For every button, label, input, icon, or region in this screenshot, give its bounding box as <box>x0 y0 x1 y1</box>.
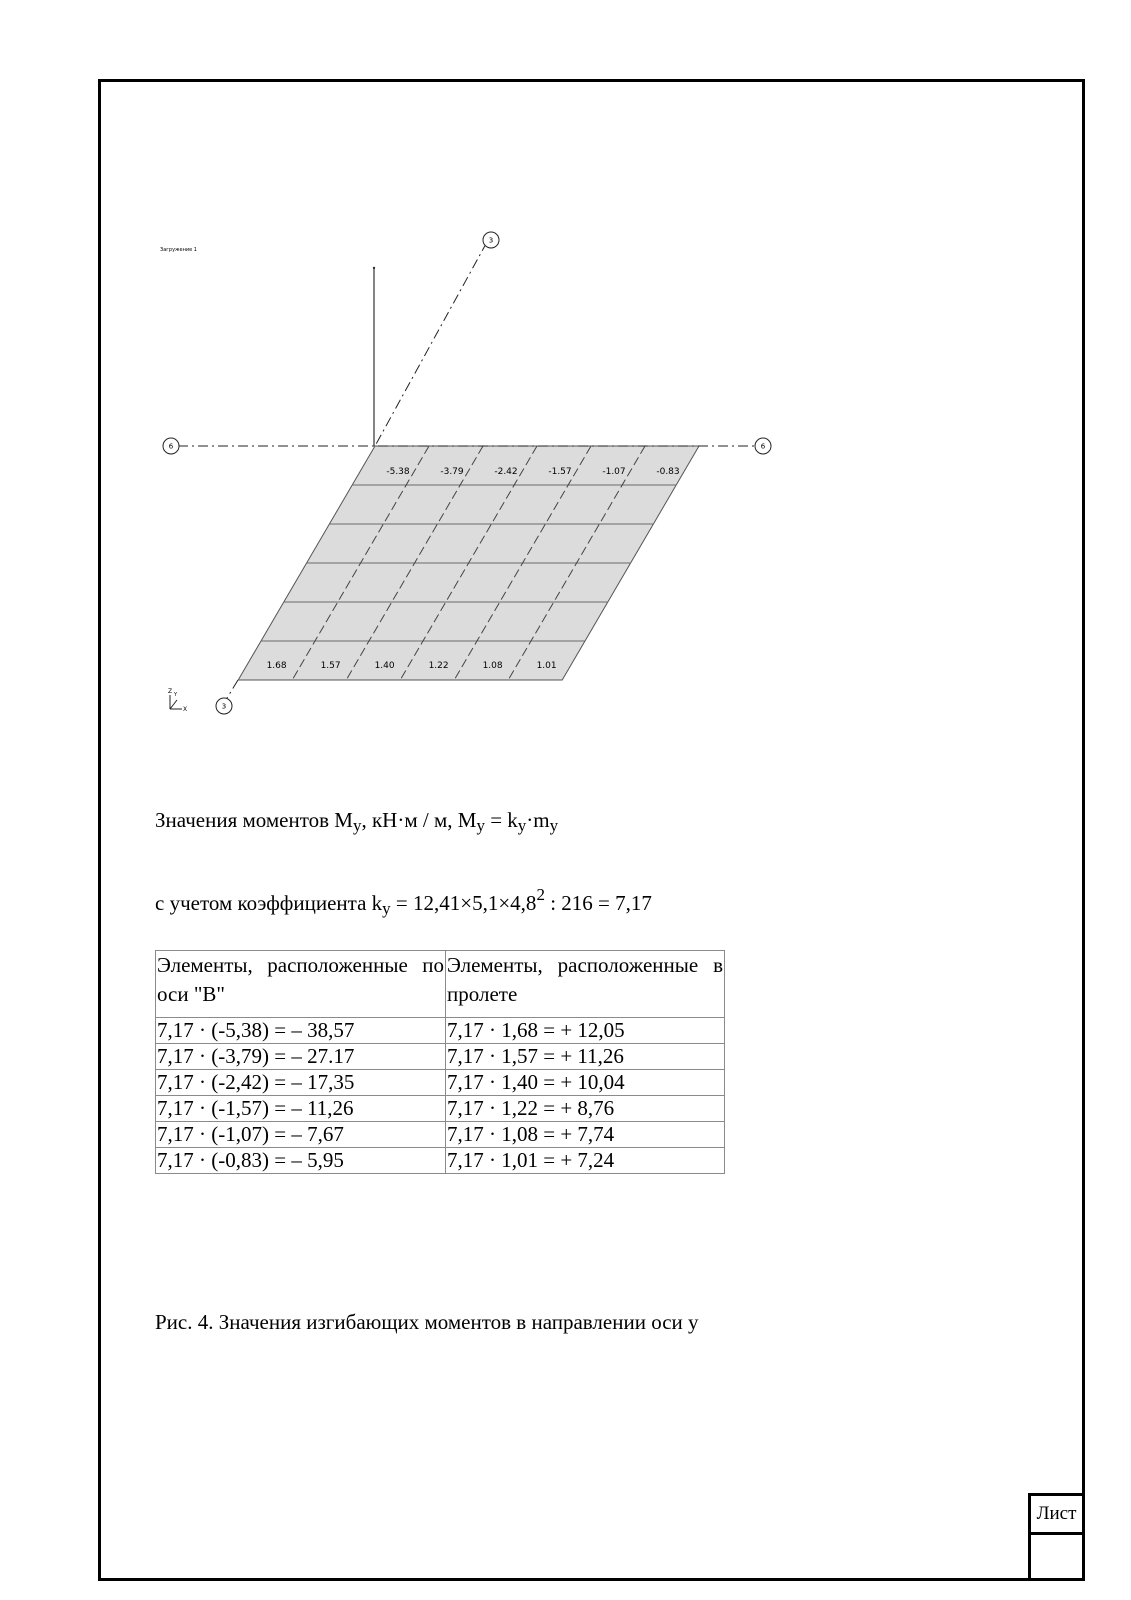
vertical-axis-end <box>373 267 375 269</box>
axis-marker-bottom-label: 3 <box>221 702 227 711</box>
header-span-elements: Элементы, расположенные в пролете <box>446 951 725 1018</box>
cell-axis: 7,17 · (-5,38) = – 38,57 <box>156 1018 446 1044</box>
table-row <box>156 1122 725 1148</box>
cell-axis: 7,17 · (-2,42) = – 17,35 <box>156 1070 446 1096</box>
triad-x-label: X <box>183 706 188 713</box>
triad-y-axis <box>170 700 177 709</box>
coefficient-line: с учетом коэффициента $k_y = 12,41\times 5,1\times 4,8^2$ : 216 = 7,17 <box>155 885 652 918</box>
top-row-value: -2.42 <box>494 467 518 477</box>
top-row-value: -3.79 <box>440 467 464 477</box>
axis-marker-top-label: 3 <box>488 236 494 245</box>
figure-caption: Рис. 4. Значения изгибающих моментов в направлении оси у <box>155 1310 699 1334</box>
cell-axis: 7,17 · (-1,57) = – 11,26 <box>156 1096 446 1122</box>
moments-table <box>155 950 725 1174</box>
slab-moment-diagram <box>150 225 800 745</box>
bottom-row-value: 1.68 <box>266 661 287 671</box>
top-row-value: -5.38 <box>386 467 410 477</box>
bottom-row-value: 1.40 <box>374 661 395 671</box>
cell-span: 7,17 · 1,08 = + 7,74 <box>446 1122 725 1148</box>
table-row <box>156 1018 725 1044</box>
bottom-row-value: 1.08 <box>482 661 503 671</box>
table-row <box>156 1070 725 1096</box>
bottom-row-value: 1.01 <box>536 661 557 671</box>
cell-axis: 7,17 · (-3,79) = – 27.17 <box>156 1044 446 1070</box>
table-header-row <box>156 951 725 1018</box>
cell-axis: 7,17 · (-0,83) = – 5,95 <box>156 1148 446 1174</box>
triad-z-label: Z <box>168 688 173 695</box>
cell-span: 7,17 · 1,57 = + 11,26 <box>446 1044 725 1070</box>
sheet-label: Лист <box>1028 1493 1085 1535</box>
table-row <box>156 1148 725 1174</box>
sheet-number-box <box>1028 1493 1085 1581</box>
triad-y-label: Y <box>174 692 178 698</box>
cell-span: 7,17 · 1,68 = + 12,05 <box>446 1018 725 1044</box>
bottom-row-value: 1.22 <box>428 661 449 671</box>
table-row <box>156 1096 725 1122</box>
cell-span: 7,17 · 1,01 = + 7,24 <box>446 1148 725 1174</box>
top-row-value: -1.57 <box>548 467 572 477</box>
axis-marker-right-label: 6 <box>760 442 766 451</box>
table-row <box>156 1044 725 1070</box>
top-row-value: -0.83 <box>656 467 680 477</box>
slab-mesh <box>238 446 699 680</box>
axis-3-line-upper <box>375 242 487 446</box>
bottom-row-value: 1.57 <box>320 661 341 671</box>
load-case-label: Загружение 1 <box>160 247 197 253</box>
top-row-value: -1.07 <box>602 467 626 477</box>
axis-marker-left-label: 6 <box>168 442 174 451</box>
cell-span: 7,17 · 1,40 = + 10,04 <box>446 1070 725 1096</box>
sheet-number-cell <box>1028 1532 1085 1581</box>
moments-line: Значения моментов $M_y$, кН·м / м, $M_y = k_y\cdot m_y$ <box>155 808 559 835</box>
header-axis-elements: Элементы, расположенные по оси "В" <box>156 951 446 1018</box>
cell-axis: 7,17 · (-1,07) = – 7,67 <box>156 1122 446 1148</box>
cell-span: 7,17 · 1,22 = + 8,76 <box>446 1096 725 1122</box>
